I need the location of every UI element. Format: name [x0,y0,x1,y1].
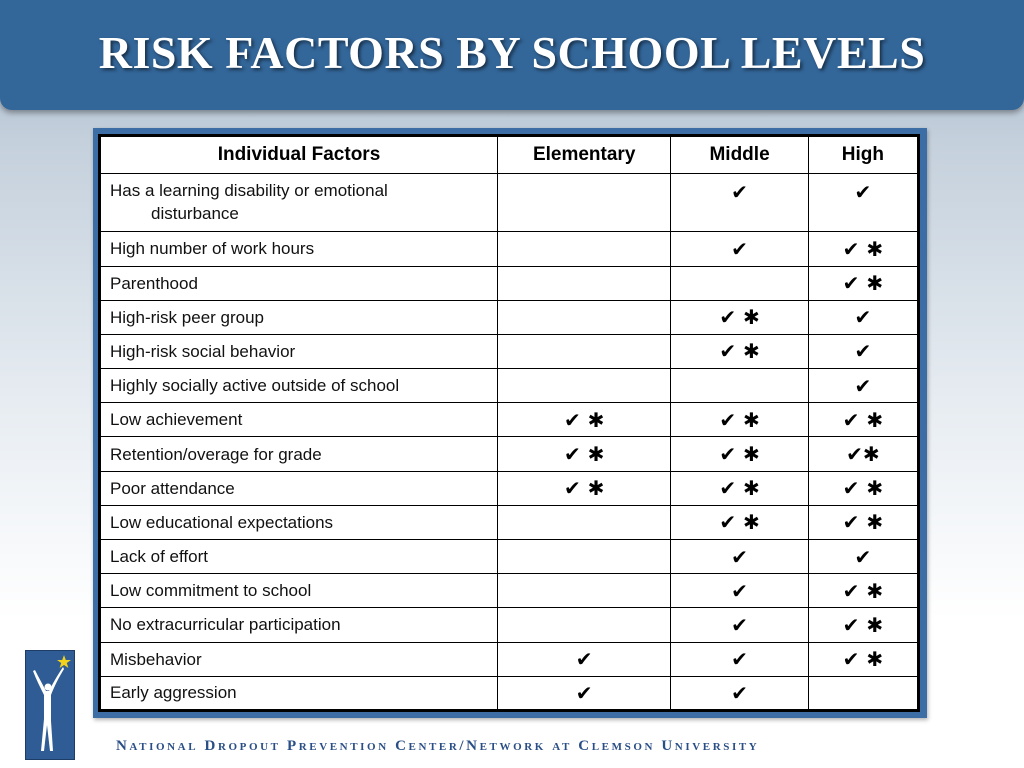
table-row [100,334,919,368]
high-cell: ✔✱ [808,437,918,471]
factor-cell: Low educational expectations [100,505,498,539]
high-cell: ✔ [808,334,918,368]
factor-cell: High number of work hours [100,232,498,266]
table-header-row [100,136,919,174]
factor-cell: High-risk social behavior [100,334,498,368]
table-row [100,403,919,437]
figure-body-icon [33,667,64,751]
table-row [100,471,919,505]
high-cell: ✔ ✱ [808,642,918,676]
table-row [100,300,919,334]
elementary-cell: ✔ ✱ [497,403,670,437]
elementary-cell [497,232,670,266]
high-cell: ✔ ✱ [808,608,918,642]
factor-cell: No extracurricular participation [100,608,498,642]
logo-graphic [26,651,74,759]
table-row [100,540,919,574]
high-cell: ✔ [808,300,918,334]
elementary-cell: ✔ ✱ [497,471,670,505]
middle-cell [671,369,808,403]
elementary-cell [497,608,670,642]
elementary-cell: ✔ ✱ [497,437,670,471]
footer-organization: National Dropout Prevention Center/Network at Clemson University [116,738,760,754]
factor-cell: Low commitment to school [100,574,498,608]
middle-cell: ✔ ✱ [671,334,808,368]
high-cell: ✔ [808,174,918,232]
high-cell: ✔ [808,369,918,403]
header-middle: Middle [671,136,808,174]
elementary-cell [497,300,670,334]
dropout-center-logo [25,650,75,760]
elementary-cell [497,505,670,539]
middle-cell: ✔ [671,174,808,232]
factor-cell: Low achievement [100,403,498,437]
factor-cell: Highly socially active outside of school [100,369,498,403]
table-row [100,676,919,710]
elementary-cell [497,369,670,403]
star-icon [57,655,71,668]
middle-cell: ✔ [671,232,808,266]
factor-cell: High-risk peer group [100,300,498,334]
factor-cell [100,174,498,232]
table-frame [93,128,927,718]
table-row [100,174,919,232]
table-row [100,574,919,608]
factor-label: Has a learning disability or emotional [110,181,388,200]
high-cell: ✔ ✱ [808,266,918,300]
middle-cell: ✔ ✱ [671,505,808,539]
elementary-cell [497,266,670,300]
high-cell: ✔ ✱ [808,471,918,505]
table-row [100,642,919,676]
table-row [100,437,919,471]
middle-cell: ✔ ✱ [671,437,808,471]
factor-cell: Retention/overage for grade [100,437,498,471]
elementary-cell: ✔ [497,642,670,676]
middle-cell: ✔ [671,676,808,710]
middle-cell: ✔ ✱ [671,471,808,505]
high-cell [808,676,918,710]
high-cell: ✔ [808,540,918,574]
header-high: High [808,136,918,174]
factor-cell: Poor attendance [100,471,498,505]
middle-cell: ✔ ✱ [671,300,808,334]
middle-cell: ✔ [671,608,808,642]
title-bar [0,0,1024,110]
risk-factors-table [98,134,920,712]
elementary-cell [497,574,670,608]
table-row [100,232,919,266]
high-cell: ✔ ✱ [808,574,918,608]
high-cell: ✔ ✱ [808,232,918,266]
high-cell: ✔ ✱ [808,505,918,539]
table-row [100,266,919,300]
header-individual-factors: Individual Factors [100,136,498,174]
middle-cell: ✔ ✱ [671,403,808,437]
middle-cell: ✔ [671,642,808,676]
table-row [100,369,919,403]
middle-cell: ✔ [671,574,808,608]
slide-title: RISK FACTORS BY SCHOOL LEVELS [98,27,926,78]
elementary-cell: ✔ [497,676,670,710]
factor-cell: Early aggression [100,676,498,710]
factor-cell: Lack of effort [100,540,498,574]
middle-cell: ✔ [671,540,808,574]
factor-label-continued: disturbance [151,204,239,223]
middle-cell [671,266,808,300]
elementary-cell [497,334,670,368]
elementary-cell [497,174,670,232]
factor-cell: Misbehavior [100,642,498,676]
factor-cell: Parenthood [100,266,498,300]
elementary-cell [497,540,670,574]
header-elementary: Elementary [497,136,670,174]
high-cell: ✔ ✱ [808,403,918,437]
table-row [100,505,919,539]
table-row [100,608,919,642]
